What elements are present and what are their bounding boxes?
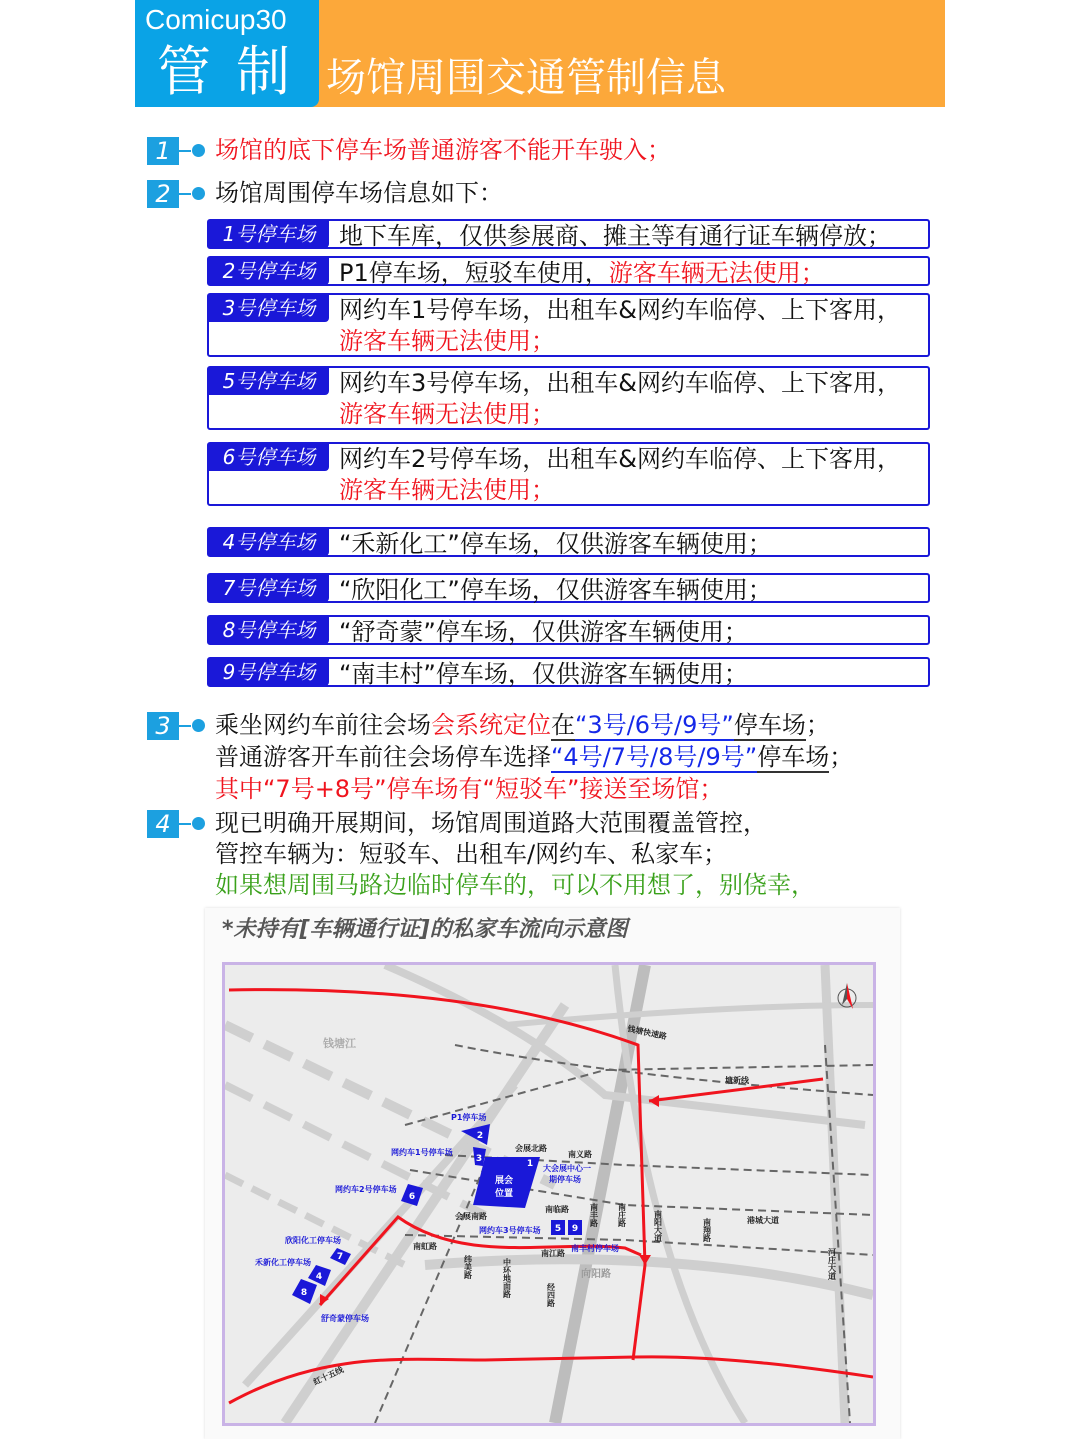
bullet-dot xyxy=(192,817,205,830)
text: 乘坐网约车前往会场 xyxy=(215,711,431,739)
lot-label: 欣阳化工停车场 xyxy=(285,1236,341,1245)
road-label: 纬美路 xyxy=(463,1255,473,1279)
road-label: 南临路 xyxy=(545,1205,569,1214)
item-1-text: 场馆的底下停车场普通游客不能开车驶入； xyxy=(215,136,671,164)
text: ； xyxy=(829,743,854,771)
marker-label: 1 xyxy=(526,1159,534,1169)
item-4-line-2: 管控车辆为：短驳车、出租车/网约车、私家车； xyxy=(215,840,728,868)
parking-tag: 2号停车场 xyxy=(209,258,329,285)
parking-desc: “舒奇蒙”停车场，仅供游客车辆使用； xyxy=(339,618,748,646)
item-3-line-2 xyxy=(215,742,853,773)
marker-label: 6 xyxy=(408,1192,416,1202)
road-label: 河庄大道 xyxy=(827,1248,837,1280)
text: 停车场 xyxy=(757,743,830,771)
lot-label: 禾新化工停车场 xyxy=(255,1258,311,1267)
parking-warning: 游客车辆无法使用； xyxy=(339,476,555,504)
parking-tag: 8号停车场 xyxy=(209,617,329,644)
lot-label: 网约车1号停车场 xyxy=(391,1148,453,1157)
road-label: 钱塘快速路 xyxy=(626,1024,668,1042)
lot-label: 期停车场 xyxy=(549,1175,581,1184)
marker-label: 9 xyxy=(571,1224,579,1234)
lot-label: 网约车3号停车场 xyxy=(479,1226,541,1235)
parking-tag: 4号停车场 xyxy=(209,529,329,556)
parking-tag: 6号停车场 xyxy=(209,444,329,471)
parking-warning: 游客车辆无法使用； xyxy=(339,327,555,355)
lot-numbers: “3号/6号/9号” xyxy=(575,711,734,739)
venue-label: 展会 xyxy=(494,1176,514,1186)
text: 停车场 xyxy=(733,711,806,739)
parking-warning: 游客车辆无法使用； xyxy=(608,259,825,287)
parking-desc: 地下车库，仅供参展商、摊主等有通行证车辆停放； xyxy=(339,222,891,250)
bullet-dot xyxy=(192,187,205,200)
marker-label: 4 xyxy=(315,1272,323,1282)
lot-label: 网约车2号停车场 xyxy=(335,1185,397,1194)
parking-row-7 xyxy=(207,573,930,603)
parking-tag: 5号停车场 xyxy=(209,368,329,395)
road-label: 南庄路 xyxy=(617,1203,627,1227)
road-label: 会展北路 xyxy=(515,1144,547,1153)
text: 普通游客开车前往会场停车选择 xyxy=(215,743,551,771)
road-label: 经四路 xyxy=(546,1283,556,1307)
item-4-line-3: 如果想周围马路边临时停车的，可以不用想了，别侥幸， xyxy=(215,871,815,899)
road-label: 南阳大道 xyxy=(653,1210,663,1242)
item-number-1: 1 xyxy=(147,137,179,165)
road-label: 南虹路 xyxy=(413,1242,437,1251)
parking-tag: 1号停车场 xyxy=(209,221,329,248)
lot-label: 南丰村停车场 xyxy=(571,1244,619,1253)
brand-name: Comicup30 xyxy=(145,4,287,35)
item-2-text: 场馆周围停车场信息如下： xyxy=(215,179,503,207)
marker-label: 5 xyxy=(554,1224,562,1234)
parking-desc: “禾新化工”停车场，仅供游客车辆使用； xyxy=(339,530,772,558)
road-label: 南翔路 xyxy=(702,1218,712,1242)
parking-row-9 xyxy=(207,657,930,687)
parking-row-6 xyxy=(207,442,930,506)
road-label: 会展南路 xyxy=(455,1212,487,1221)
road-label: 南丰路 xyxy=(589,1203,599,1227)
parking-tag: 9号停车场 xyxy=(209,659,329,686)
big-title: 管 制 xyxy=(157,40,295,103)
parking-desc: 网约车1号停车场，出租车&网约车临停、上下客用， xyxy=(339,296,901,324)
text: 在 xyxy=(551,711,575,739)
map-svg xyxy=(225,965,873,1423)
parking-row-2 xyxy=(207,256,930,286)
road-label: 南江路 xyxy=(541,1249,565,1258)
road-label: 塘新线 xyxy=(725,1076,749,1085)
map-title: *未持有[车辆通行证]的私家车流向示意图 xyxy=(222,917,628,942)
river-label: 钱塘江 xyxy=(323,1037,356,1050)
parking-desc: “欣阳化工”停车场，仅供游客车辆使用； xyxy=(339,576,772,604)
road-label: 红十五线 xyxy=(312,1365,345,1387)
marker-label: 7 xyxy=(336,1252,344,1262)
marker-label: 8 xyxy=(300,1288,308,1298)
parking-row-5 xyxy=(207,366,930,430)
road-label: 港城大道 xyxy=(747,1216,779,1225)
road-label: 向阳路 xyxy=(581,1269,611,1280)
bullet-dot xyxy=(192,144,205,157)
parking-desc: 网约车2号停车场，出租车&网约车临停、上下客用， xyxy=(339,445,901,473)
parking-desc: 网约车3号停车场，出租车&网约车临停、上下客用， xyxy=(339,369,901,397)
item-4-line-1: 现已明确开展期间，场馆周围道路大范围覆盖管控， xyxy=(215,809,767,837)
road-label: 中环地面路 xyxy=(502,1258,512,1298)
parking-desc: “南丰村”停车场，仅供游客车辆使用； xyxy=(339,660,748,688)
parking-warning: 游客车辆无法使用； xyxy=(339,400,555,428)
item-number-4: 4 xyxy=(147,810,179,838)
parking-desc: P1停车场，短驳车使用， xyxy=(339,259,609,287)
parking-tag: 3号停车场 xyxy=(209,295,329,322)
lot-label: 大会展中心一 xyxy=(543,1164,591,1173)
highlight-text: 会系统定位 xyxy=(431,711,551,739)
marker-label: 2 xyxy=(476,1131,484,1141)
venue-label: 位置 xyxy=(494,1189,514,1199)
text: ； xyxy=(805,711,830,739)
item-3-line-1 xyxy=(215,710,830,741)
item-number-2: 2 xyxy=(147,180,179,208)
parking-row-3 xyxy=(207,293,930,357)
traffic-map xyxy=(222,962,876,1426)
item-3-line-3: 其中“7号+8号”停车场有“短驳车”接送至场馆； xyxy=(215,775,724,803)
lot-label: 舒奇蒙停车场 xyxy=(321,1314,369,1323)
header-badge xyxy=(135,0,319,107)
map-roads xyxy=(225,965,873,1423)
road-label: 南义路 xyxy=(568,1150,592,1159)
lot-label: P1停车场 xyxy=(451,1113,487,1122)
item-number-3: 3 xyxy=(147,712,179,740)
parking-row-4 xyxy=(207,527,930,557)
parking-row-8 xyxy=(207,615,930,645)
marker-label: 3 xyxy=(475,1154,483,1164)
parking-tag: 7号停车场 xyxy=(209,575,329,602)
parking-row-1 xyxy=(207,219,930,249)
lot-numbers: “4号/7号/8号/9号” xyxy=(551,743,758,771)
bullet-dot xyxy=(192,719,205,732)
page-title: 场馆周围交通管制信息 xyxy=(326,55,726,101)
